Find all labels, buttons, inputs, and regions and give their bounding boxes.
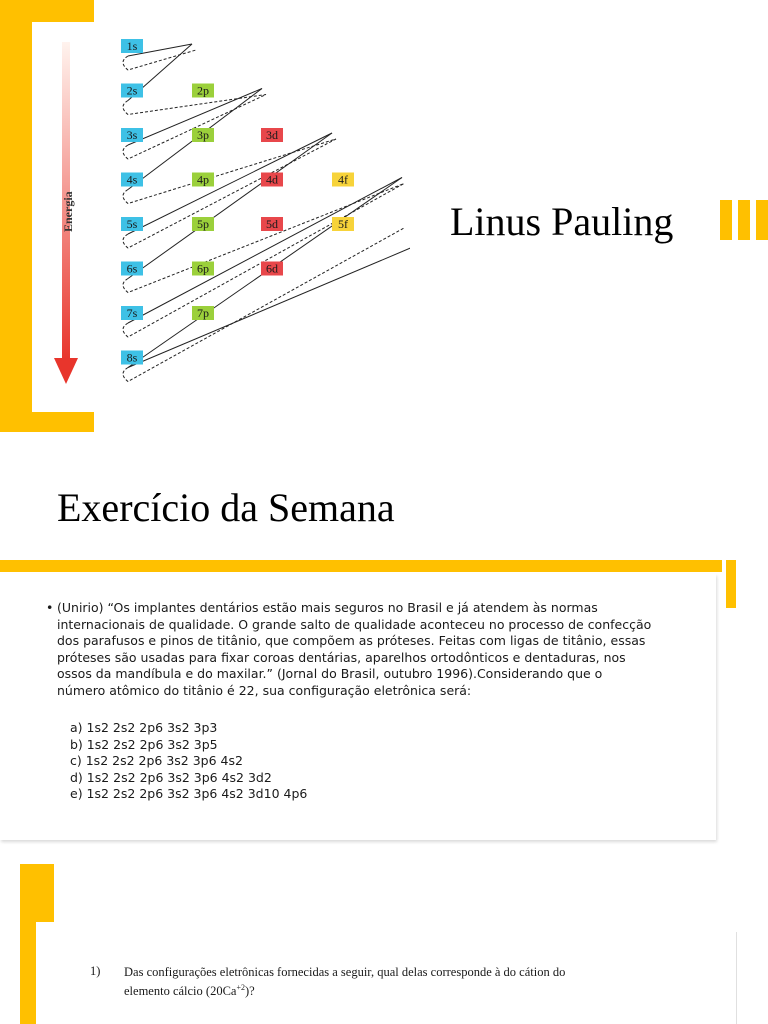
orbital-label: 4d [266, 172, 278, 187]
orbital-label: 2s [126, 83, 138, 98]
question-text [124, 964, 664, 999]
diagonal-line [128, 133, 332, 234]
orbital-boxes [121, 39, 354, 365]
question-line: (Unirio) “Os implantes dentários estão mais seguros no Brasil e já atendem às normas [57, 600, 598, 615]
orbital-label: 3p [197, 128, 209, 142]
line-prefix: elemento cálcio (20Ca [124, 984, 237, 999]
diagonal-arrows [123, 44, 410, 382]
return-path [123, 139, 336, 248]
question-line: número atômico do titânio é 22, sua configuração eletrônica será: [57, 682, 472, 698]
orbital-label: 3s [126, 128, 138, 142]
orbital-label: 1s [126, 39, 138, 53]
diagonal-line [128, 222, 410, 368]
option-a: a) 1s2 2s2 2p6 3s2 3p3 [70, 720, 218, 735]
orbital-label: 8s [126, 350, 138, 365]
slide-title: Exercício da Semana [57, 485, 395, 530]
charge-superscript: +2 [236, 983, 245, 992]
accent-bar [20, 922, 36, 1024]
orbital-label: 5p [197, 217, 209, 231]
slide-linus-pauling [0, 0, 768, 432]
energy-label: Energia [61, 191, 75, 232]
slide-exercise [0, 448, 768, 848]
orbital-label: 6p [197, 261, 209, 276]
orbital-label: 5f [338, 217, 348, 231]
orbital-label: 7s [126, 306, 138, 320]
energy-arrow-head [54, 358, 78, 384]
diagonal-line [128, 133, 332, 279]
orbital-label: 4s [126, 172, 138, 187]
accent-band [0, 560, 722, 572]
deco-stripe [720, 200, 732, 240]
slide-question-1 [0, 864, 768, 1024]
question-number: 1) [90, 964, 101, 978]
orbital-label: 4p [197, 172, 209, 187]
question-line: internacionais de qualidade. O grande salto de qualidade aconteceu no processo de confecção [57, 616, 652, 632]
deco-stripe [756, 200, 768, 240]
question-line: ossos da mandíbula e do maxilar.” (Jornal do Brasil, outubro 1996).Considerando que o [57, 666, 603, 681]
answer-options [70, 720, 307, 803]
option-b: b) 1s2 2s2 2p6 3s2 3p5 [70, 736, 218, 752]
orbital-label: 3d [266, 128, 278, 142]
orbital-label: 2p [197, 83, 209, 98]
question-line: próteses são usadas para fixar coroas dentárias, aparelhos ortodônticos e dentaduras, nos [57, 649, 626, 665]
accent-bar [20, 864, 54, 922]
option-d: d) 1s2 2s2 2p6 3s2 3p6 4s2 3d2 [70, 769, 272, 785]
orbital-label: 6d [266, 261, 278, 276]
bullet: • [46, 600, 54, 615]
option-e: e) 1s2 2s2 2p6 3s2 3p6 4s2 3d10 4p6 [70, 786, 308, 801]
orbital-label: 6s [126, 261, 138, 276]
return-path [123, 184, 404, 338]
deco-stripe [738, 200, 750, 240]
orbital-label: 7p [197, 306, 209, 320]
pauling-diagram [32, 22, 410, 404]
return-path [123, 184, 404, 293]
question-line: Das configurações eletrônicas fornecidas a seguir, qual delas corresponde à do cátion do [124, 965, 566, 979]
question-line [124, 980, 664, 999]
diagonal-line [128, 178, 402, 324]
line-suffix: )? [244, 984, 255, 999]
orbital-label: 4f [338, 172, 348, 187]
orbital-label: 5d [266, 217, 278, 231]
return-path [123, 95, 266, 160]
return-path [123, 139, 336, 204]
slide-title: Linus Pauling [450, 199, 674, 244]
option-c: c) 1s2 2s2 2p6 3s2 3p6 4s2 [70, 753, 243, 768]
deco-stripe [726, 560, 736, 608]
divider [736, 932, 737, 1024]
orbital-label: 5s [126, 217, 138, 231]
question-line: dos parafusos e pinos de titânio, que compõem as próteses. Feitas com ligas de titânio, essas [57, 633, 646, 648]
question-text [46, 600, 707, 699]
